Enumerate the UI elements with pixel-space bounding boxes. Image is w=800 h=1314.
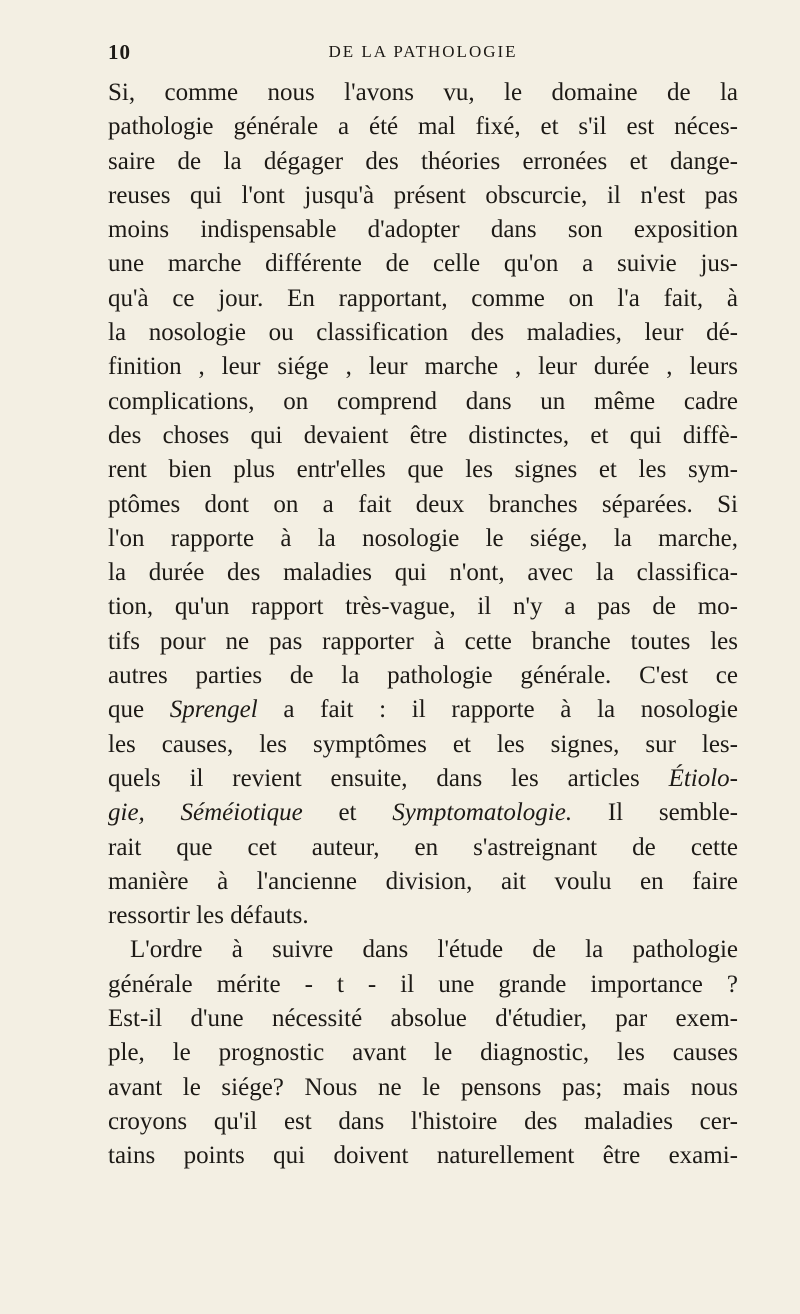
text-line: l'on rapporte à la nosologie le siége, la marche,	[108, 524, 738, 552]
text-line: rent bien plus entr'elles que les signes et les sym-	[108, 456, 738, 484]
text-line: ptômes dont on a fait deux branches séparées. Si	[108, 490, 738, 518]
text-line: autres parties de la pathologie générale. C'est ce	[108, 662, 738, 690]
text-line: avant le siége? Nous ne le pensons pas; mais nous	[108, 1073, 738, 1101]
text-line: L'ordre à suivre dans l'étude de la pathologie	[130, 936, 738, 964]
text-line: Si, comme nous l'avons vu, le domaine de la	[108, 79, 738, 106]
text-line: reuses qui l'ont jusqu'à présent obscurcie, il n'est pas	[108, 181, 738, 209]
text-line: tion, qu'un rapport très-vague, il n'y a pas de mo-	[108, 593, 738, 621]
text-line: une marche différente de celle qu'on a suivie jus-	[108, 250, 738, 278]
text-segment: Il semble-	[572, 799, 738, 827]
text-line	[108, 762, 738, 796]
text-line: manière à l'ancienne division, ait voulu en faire	[108, 867, 738, 895]
text-line: les causes, les symptômes et les signes, sur les-	[108, 730, 738, 758]
text-line: complications, on comprend dans un même cadre	[108, 387, 738, 415]
text-line: finition , leur siége , leur marche , leur durée , leurs	[108, 353, 738, 381]
text-line: rait que cet auteur, en s'astreignant de cette	[108, 833, 738, 861]
text-line: la nosologie ou classification des maladies, leur dé-	[108, 319, 738, 347]
text-line: pathologie générale a été mal fixé, et s'il est néces-	[108, 113, 738, 141]
text-segment: quels il revient ensuite, dans les articles	[108, 764, 669, 792]
text-line: la durée des maladies qui n'ont, avec la classifica-	[108, 559, 738, 587]
text-line: qu'à ce jour. En rapportant, comme on l'a fait, à	[108, 284, 738, 312]
text-segment: et	[302, 799, 393, 827]
text-line: saire de la dégager des théories erronées et dange-	[108, 147, 738, 175]
text-line: ressortir les défauts.	[108, 902, 309, 930]
text-line	[108, 796, 738, 830]
text-line: ple, le prognostic avant le diagnostic, les causes	[108, 1039, 738, 1067]
page-number: 10	[108, 40, 131, 64]
italic-title: Étiolo-	[668, 764, 738, 792]
text-line: tifs pour ne pas rapporter à cette branche toutes les	[108, 627, 738, 655]
text-line: Est-il d'une nécessité absolue d'étudier, par exem-	[108, 1005, 738, 1033]
text-segment: a fait : il rapporte à la nosologie	[257, 696, 738, 724]
text-line: générale mérite - t - il une grande importance ?	[108, 970, 738, 998]
running-title: DE LA PATHOLOGIE	[328, 42, 518, 61]
italic-name: Sprengel	[169, 696, 258, 724]
text-line: tains points qui doivent naturellement être exami-	[108, 1142, 738, 1170]
running-head	[108, 40, 738, 68]
text-line	[108, 693, 738, 727]
italic-title: gie, Séméiotique	[108, 799, 303, 827]
body-text	[108, 76, 738, 1174]
text-line: des choses qui devaient être distinctes, et qui diffè-	[108, 421, 738, 449]
text-line: moins indispensable d'adopter dans son exposition	[108, 216, 738, 244]
text-line: croyons qu'il est dans l'histoire des maladies cer-	[108, 1107, 738, 1135]
italic-title: Symptomatologie.	[392, 799, 573, 827]
text-segment: que	[108, 696, 170, 724]
